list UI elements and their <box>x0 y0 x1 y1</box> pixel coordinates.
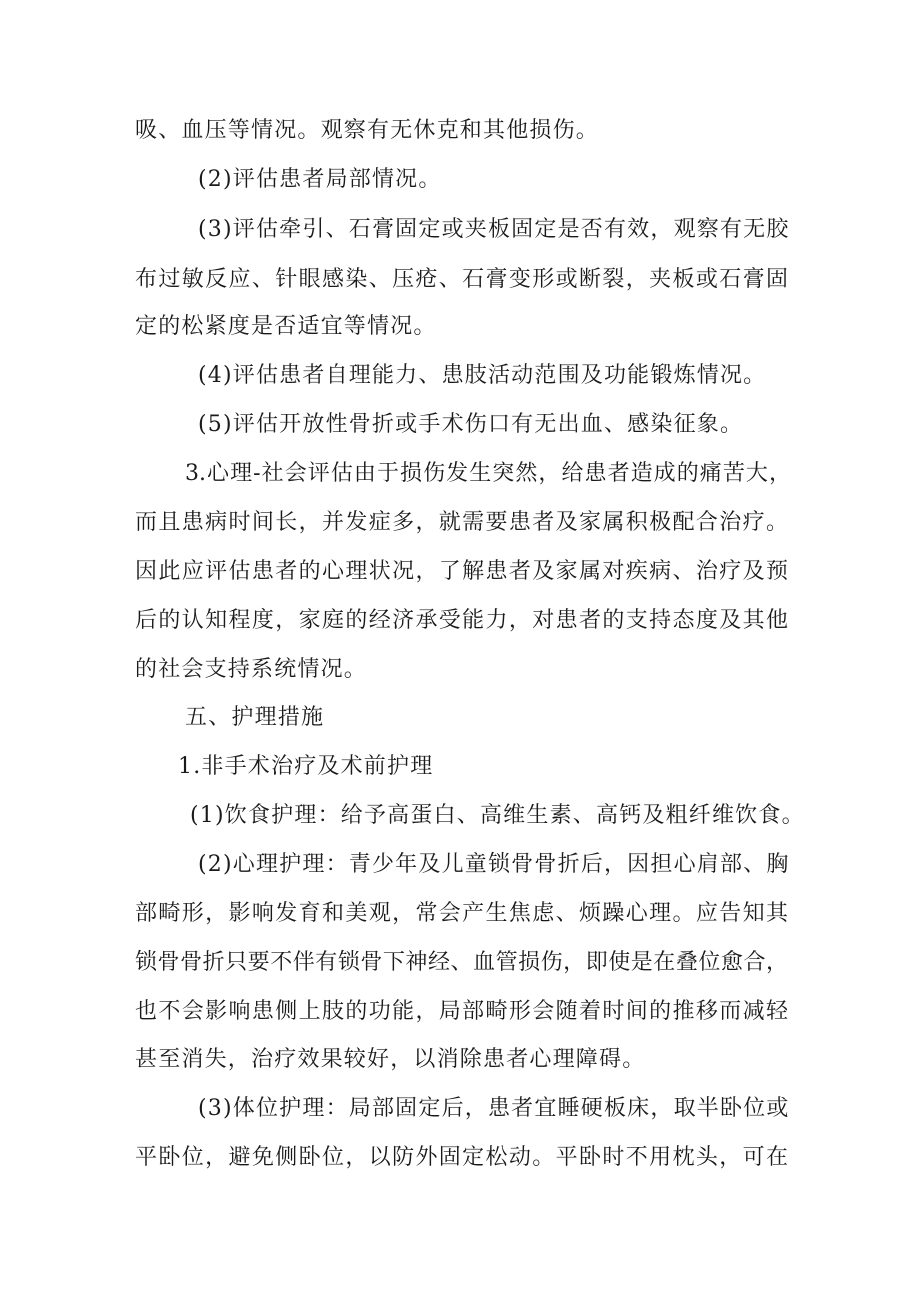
text-line: 甚至消失，治疗效果较好，以消除患者心理障碍。 <box>135 1047 646 1072</box>
text-line: (4)评估患者自理能力、患肢活动范围及功能锻炼情况。 <box>198 363 767 388</box>
text-line: 布过敏反应、针眼感染、压疮、石膏变形或断裂，夹板或石膏固 <box>135 267 788 292</box>
text-line: 后的认知程度，家庭的经济承受能力，对患者的支持态度及其他 <box>135 608 788 633</box>
text-line: 定的松紧度是否适宜等情况。 <box>135 314 437 339</box>
text-line: 的社会支持系统情况。 <box>135 657 368 682</box>
text-line: (5)评估开放性骨折或手术伤口有无出血、感染征象。 <box>198 412 744 437</box>
text-line: 锁骨骨折只要不伴有锁骨下神经、血管损伤，即使是在叠位愈合， <box>135 950 788 975</box>
section-heading: 五、护理措施 <box>185 705 325 730</box>
text-line: (3)体位护理：局部固定后，患者宜睡硬板床，取半卧位或 <box>198 1096 790 1121</box>
text-line: (3)评估牵引、石膏固定或夹板固定是否有效，观察有无胶 <box>198 217 790 242</box>
text-line: 也不会影响患侧上肢的功能，局部畸形会随着时间的推移而减轻 <box>135 999 788 1024</box>
text-line: 因此应评估患者的心理状况，了解患者及家属对疾病、治疗及预 <box>135 559 788 584</box>
text-line: 平卧位，避免侧卧位，以防外固定松动。平卧时不用枕头，可在 <box>135 1145 788 1170</box>
text-line: 而且患病时间长，并发症多，就需要患者及家属积极配合治疗。 <box>135 510 788 535</box>
subsection-heading: 1.非手术治疗及术前护理 <box>178 754 434 779</box>
text-line: 吸、血压等情况。观察有无休克和其他损伤。 <box>135 118 600 143</box>
text-line: (1)饮食护理：给予高蛋白、高维生素、高钙及粗纤维饮食。 <box>190 803 805 828</box>
text-line: (2)评估患者局部情况。 <box>198 167 442 192</box>
text-line: 部畸形，影响发育和美观，常会产生焦虑、烦躁心理。应告知其 <box>135 901 788 926</box>
text-line: 3.心理-社会评估由于损伤发生突然，给患者造成的痛苦大， <box>185 461 791 486</box>
text-line: (2)心理护理：青少年及儿童锁骨骨折后，因担心肩部、胸 <box>198 852 790 877</box>
